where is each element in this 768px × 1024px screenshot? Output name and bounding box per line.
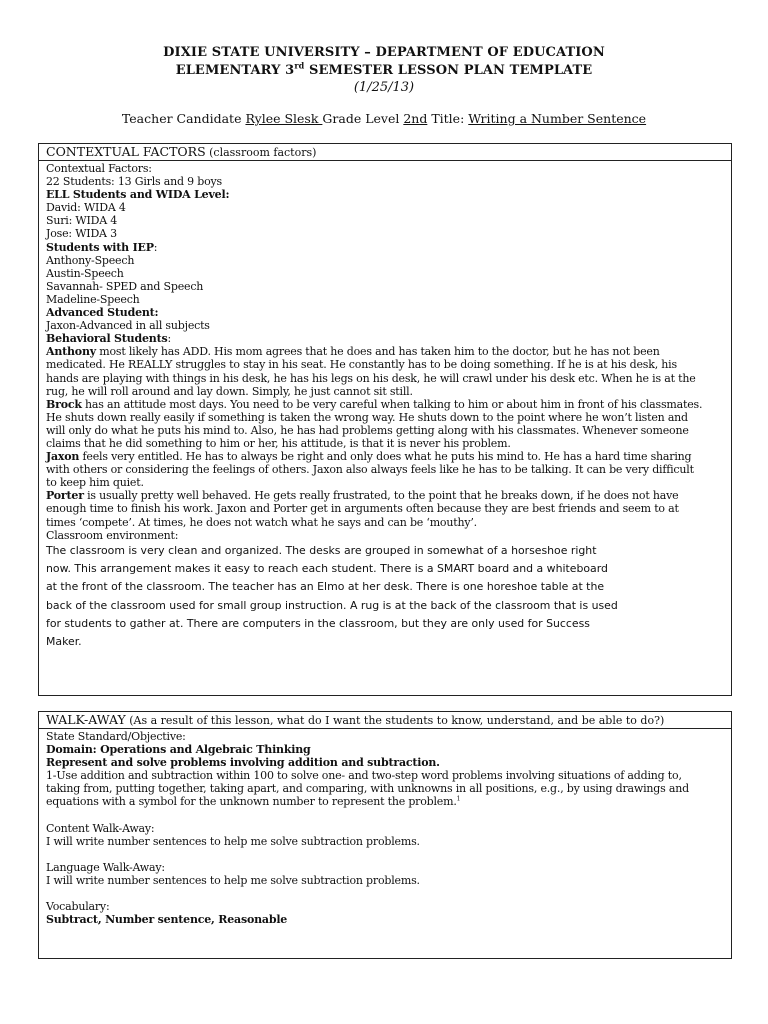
environment-line: at the front of the classroom. The teacher has an Elmo at her desk. There is one horeshoe table at the	[46, 580, 605, 594]
title-line	[0, 111, 768, 126]
student-count: 22 Students: 13 Girls and 9 boys	[46, 175, 222, 189]
behavior-note-line: rug, he will roll around and lay down. Simply, he just cannot sit still.	[46, 384, 413, 398]
ell-item: Jose: WIDA 3	[46, 227, 117, 241]
represent-line: Represent and solve problems involving addition and subtraction.	[46, 756, 440, 770]
environment-line: Maker.	[46, 635, 82, 649]
standard-text-line: equations with a symbol for the unknown number to represent the problem.$^1$	[46, 795, 461, 809]
walk-away-body	[39, 729, 731, 928]
teacher-label: Teacher Candidate	[121, 111, 246, 126]
iep-item: Savannah- SPED and Speech	[46, 279, 204, 293]
university-heading: DIXIE STATE UNIVERSITY – DEPARTMENT OF EDUCATION	[163, 45, 605, 60]
language-walk-away-label: Language Walk-Away:	[46, 860, 165, 874]
footnote-marker: 1	[456, 795, 461, 803]
vocabulary-words: Subtract, Number sentence, Reasonable	[46, 913, 288, 927]
teacher-name: Rylee Slesk	[245, 111, 323, 126]
standard-label: State Standard/Objective:	[46, 730, 186, 743]
behavior-note-anthony: Anthony most likely has ADD. His mom agrees that he does and has taken him to the doctor, but he has not been	[46, 345, 660, 359]
contextual-factors-heading: CONTEXTUAL FACTORS (classroom factors)	[39, 144, 731, 161]
content-walk-away: I will write number sentences to help me solve subtraction problems.	[46, 834, 420, 848]
iep-item: Austin-Speech	[46, 266, 124, 280]
domain-line: Domain: Operations and Algebraic Thinking	[46, 743, 311, 757]
behavior-note-brock: Brock has an attitude most days. You need to be very careful when talking to him or about him in front of his classmates.	[46, 397, 703, 411]
environment-label: Classroom environment:	[46, 528, 179, 542]
behavior-note-line: to keep him quiet.	[46, 476, 144, 490]
behavior-note-line: with others or considering the feelings of others. Jaxon also always feels like he has to be talking. It can be very difficult	[46, 463, 694, 477]
behavior-note-line: He shuts down really easily if something is taken the wrong way. He shuts down to the point where he won’t listen and	[46, 410, 688, 424]
iep-item: Madeline-Speech	[46, 292, 140, 306]
behavior-note-line: enough time to finish his work. Jaxon and Porter get in arguments often because they are best friends and seem to at	[46, 502, 679, 516]
ell-item: David: WIDA 4	[46, 201, 126, 215]
content-walk-away-label: Content Walk-Away:	[46, 821, 155, 835]
behavioral-label: Behavioral Students:	[46, 332, 171, 346]
behavior-note-line: will only do what he puts his mind to. Also, he has had problems getting along with his classmates. Whenever someone	[46, 423, 689, 437]
vocabulary-label: Vocabulary:	[46, 899, 110, 913]
walk-away-heading: WALK-AWAY (As a result of this lesson, what do I want the students to know, understand, and be able to do?)	[39, 712, 731, 729]
behavior-note-jaxon: Jaxon feels very entitled. He has to always be right and only does what he puts his mind to. He has a hard time sharing	[46, 450, 692, 464]
lesson-title: Writing a Number Sentence	[468, 111, 647, 126]
contextual-factors-section	[38, 143, 732, 696]
language-walk-away: I will write number sentences to help me solve subtraction problems.	[46, 873, 420, 887]
standard-text-line: 1-Use addition and subtraction within 100 to solve one- and two-step word problems involving situations of adding to,	[46, 769, 682, 783]
standard-text-line: taking from, putting together, taking apart, and comparing, with unknowns in all positions, e.g., by using drawings and	[46, 782, 689, 796]
ell-item: Suri: WIDA 4	[46, 214, 118, 228]
title-label: Title:	[427, 111, 469, 126]
template-date: (1/25/13)	[353, 80, 415, 95]
behavior-note-line: times ‘compete’. At times, he does not watch what he says and can be ‘mouthy’.	[46, 515, 477, 529]
walk-away-section	[38, 711, 732, 959]
environment-line: The classroom is very clean and organized. The desks are grouped in somewhat of a horseshoe right	[46, 543, 597, 557]
behavior-note-line: claims that he did something to him or her, his attitude, is that it is never his problem.	[46, 436, 511, 450]
contextual-factors-body	[39, 161, 731, 654]
behavior-note-line: medicated. He REALLY struggles to stay in his seat. He constantly has to be doing something. If he is at his desk, his	[46, 358, 677, 372]
environment-line: now. This arrangement makes it easy to reach each student. There is a SMART board and a whiteboard	[46, 562, 608, 576]
behavior-note-porter: Porter is usually pretty well behaved. He gets really frustrated, to the point that he breaks down, if he does not have	[46, 489, 679, 503]
iep-label: Students with IEP:	[46, 240, 158, 254]
behavior-note-line: hands are playing with things in his desk, he has his legs on his desk, he will crawl under his desk etc. When he is at the	[46, 371, 696, 385]
iep-item: Anthony-Speech	[46, 253, 135, 267]
environment-line: back of the classroom used for small group instruction. A rug is at the back of the classroom that is used	[46, 598, 618, 612]
grade-label: Grade Level	[322, 111, 404, 126]
ell-label: ELL Students and WIDA Level:	[46, 188, 230, 202]
advanced-item: Jaxon-Advanced in all subjects	[46, 319, 210, 333]
advanced-label: Advanced Student:	[46, 306, 159, 320]
grade-value: 2nd	[403, 111, 428, 126]
environment-line: for students to gather at. There are computers in the classroom, but they are only used for Success	[46, 616, 590, 630]
factors-label: Contextual Factors:	[46, 162, 152, 175]
template-heading: ELEMENTARY 3rd SEMESTER LESSON PLAN TEMPLATE	[175, 60, 593, 78]
